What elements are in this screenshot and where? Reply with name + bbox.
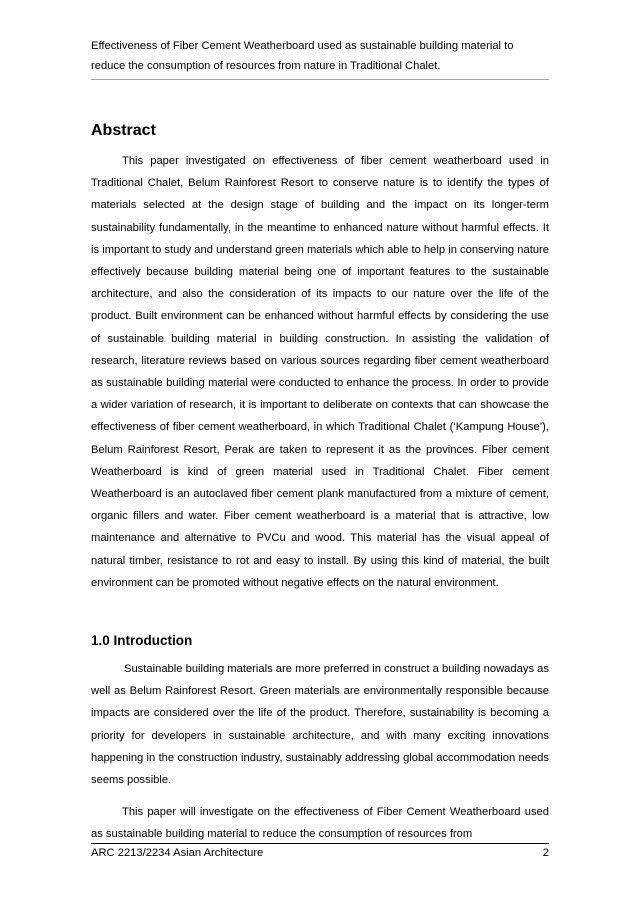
abstract-paragraph: This paper investigated on effectiveness of fiber cement weatherboard used in Traditional Chalet, Belum Rainforest Resort to conserve nature is to identify the types of materials selected at the design stage of building and the impact on its longer-term sustainability fundamentally, in the meantime to enhanced nature without harmful effects. It is important to study and understand green materials which able to help in conserving nature effectively because building material being one of important features to the sustainable architecture, and also the consideration of its impacts to our nature over the life of the product. Built environment can be enhanced without harmful effects by considering the use of sustainable building material in building construction. In assisting the validation of research, literature reviews based on various sources regarding fiber cement weatherboard as sustainable building material were conducted to enhance the process. In order to provide a wider variation of research, it is important to deliberate on contexts that can showcase the effectiveness of fiber cement weatherboard, in which Traditional Chalet (‘Kampung House’), Belum Rainforest Resort, Perak are taken to represent it as the provinces. Fiber cement Weatherboard is kind of green material used in Traditional Chalet. Fiber cement Weatherboard is an autoclaved fiber cement plank manufactured from a mixture of cement, organic fillers and water. Fiber cement weatherboard is a material that is attractive, low maintenance and alternative to PVCu and wood. This material has the visual appeal of natural timber, resistance to rot and easy to install. By using this kind of material, the built environment can be promoted without negative effects on the natural environment.	[91, 155, 549, 589]
introduction-paragraph-2: This paper will investigate on the effectiveness of Fiber Cement Weatherboard used as sustainable building material to reduce the consumption of resources from	[91, 806, 549, 841]
introduction-heading: 1.0 Introduction	[91, 633, 193, 648]
running-header: Effectiveness of Fiber Cement Weatherboard used as sustainable building material to reduce the consumption of resources from nature in Traditional Chalet.	[91, 40, 514, 72]
abstract-heading: Abstract	[91, 122, 156, 139]
introduction-paragraph-1: Sustainable building materials are more preferred in construct a building nowadays as well as Belum Rainforest Resort. Green materials are environmentally responsible because impacts are considered over the life of the product. Therefore, sustainability is becoming a priority for developers in sustainable architecture, and with many exciting innovations happening in the construction industry, sustainably addressing global accommodation needs seems possible.	[91, 663, 549, 787]
page-number: 2	[542, 847, 549, 859]
header-divider	[91, 79, 549, 80]
footer-course-label: ARC 2213/2234 Asian Architecture	[91, 847, 264, 859]
page-footer	[91, 844, 549, 862]
